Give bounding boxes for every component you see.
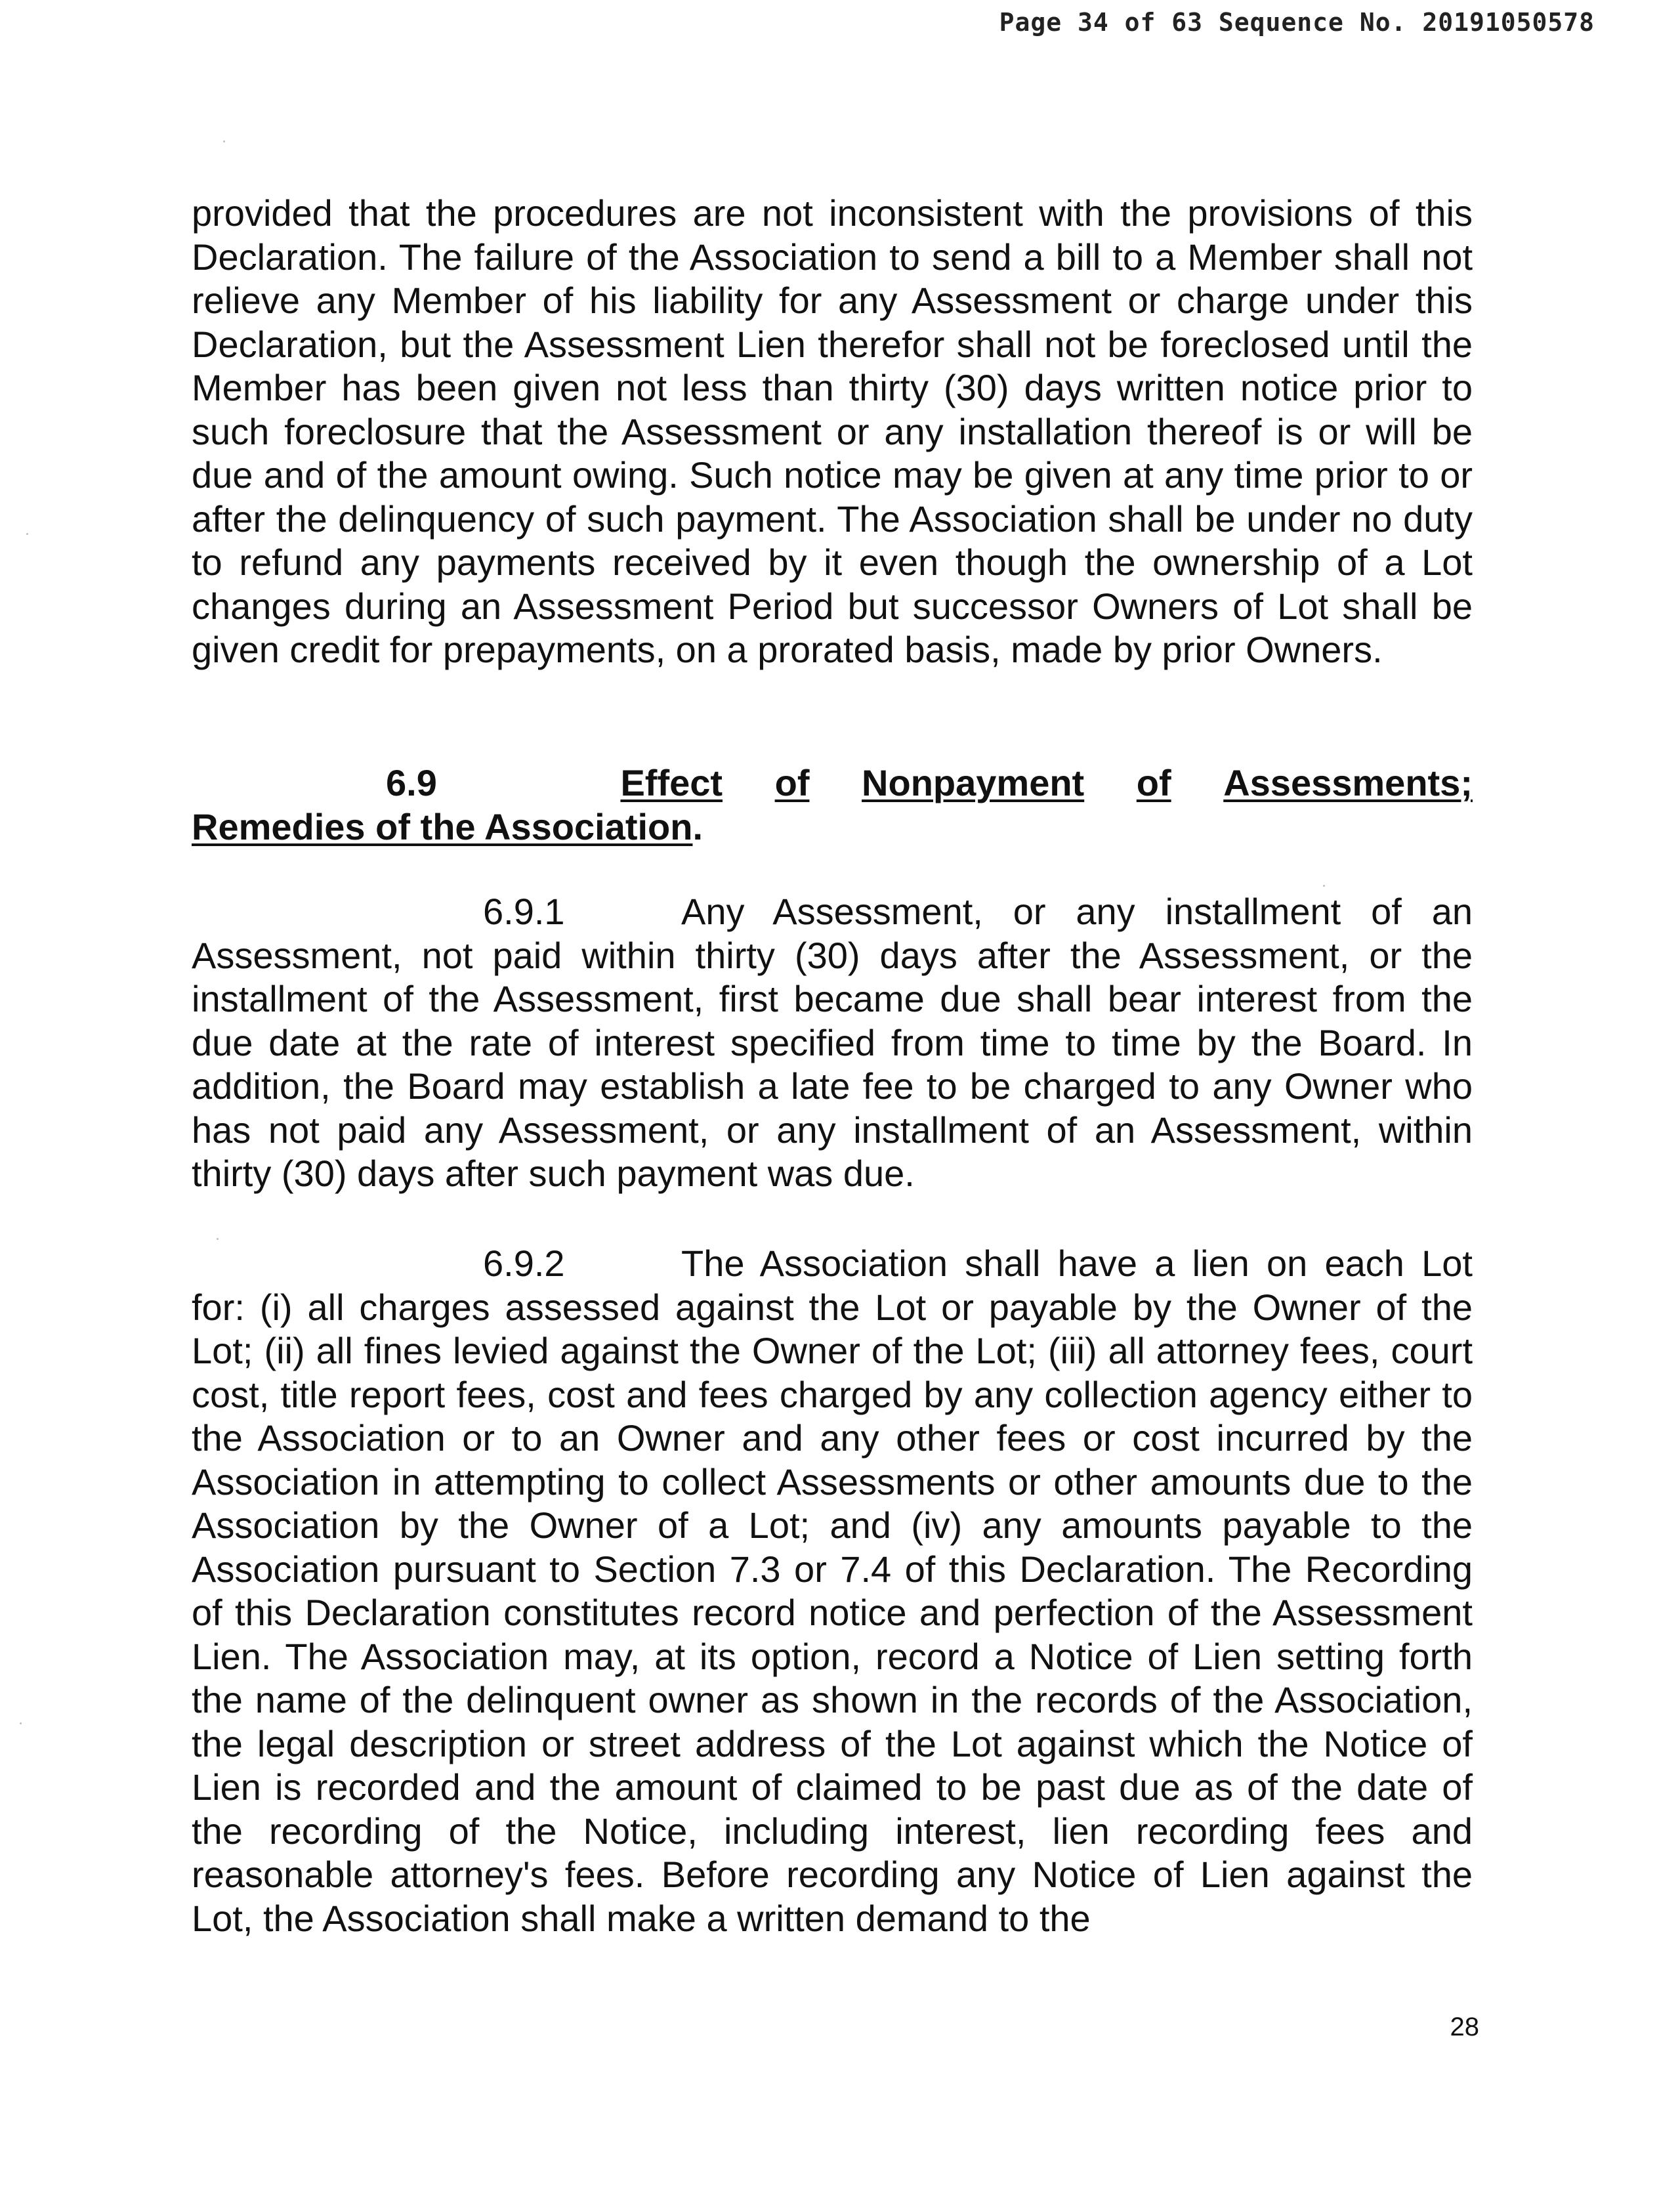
- page-number: 28: [1450, 2013, 1479, 2041]
- scan-speck: [1323, 885, 1325, 887]
- subsection-number-indent: [192, 1242, 681, 1286]
- section-title-word: of: [1136, 762, 1171, 803]
- scan-speck: [223, 140, 225, 142]
- subsection-6-9-1: [192, 890, 1473, 1196]
- subsection-number: 6.9.2: [483, 1243, 565, 1284]
- scan-speck: [26, 533, 28, 535]
- section-heading-line2: [192, 805, 1473, 849]
- section-title-word: Nonpayment: [862, 762, 1085, 803]
- section-title-word: of: [774, 762, 810, 803]
- section-title-word: Assessments;: [1223, 762, 1473, 803]
- subsection-text: Any Assessment, or any installment of an Assessment, not paid within thirty (30) days after the Assessment, or the installment of the Assessment, first became due shall bear interest from the due date at the rate of interest specified from time to time by the Board. In addition, the Board may establish a late fee to be charged to any Owner who has not paid any Assessment, or any installment of an Assessment, within thirty (30) days after such payment was due.: [192, 891, 1473, 1194]
- section-heading-line1: [192, 761, 1473, 805]
- scan-speck: [217, 1238, 219, 1240]
- section-title-line2: Remedies of the Association: [192, 805, 693, 847]
- scan-speck: [20, 1722, 22, 1724]
- subsection-text: The Association shall have a lien on each Lot for: (i) all charges assessed against the Lot or payable by the Owner of the Lot; (ii) all fines levied against the Owner of the Lot; (iii) all attorney fees, court cost, title report fees, cost and fees charged by any collection agency either to the Association or to an Owner and any other fees or cost incurred by the Association in attempting to collect Assessments or other amounts due to the Association by the Owner of a Lot; and (iv) any amounts payable to the Association pursuant to Section 7.3 or 7.4 of this Declaration. The Recording of this Declaration constitutes record notice and perfection of the Assessment Lien. The Association may, at its option, record a Notice of Lien setting forth the name of the delinquent owner as shown in the records of the Association, the legal description or street address of the Lot against which the Notice of Lien is recorded and the amount of claimed to be past due as of the date of the recording of the Notice, including interest, lien recording fees and reasonable attorney's fees. Before recording any Notice of Lien against the Lot, the Association shall make a written demand to the: [192, 1243, 1473, 1939]
- section-heading: [192, 761, 1473, 849]
- page-header: Page 34 of 63 Sequence No. 20191050578: [999, 8, 1595, 37]
- subsection-number: 6.9.1: [483, 891, 565, 932]
- paragraph-continuation: provided that the procedures are not inconsistent with the provisions of this Declaration. The failure of the Association to send a bill to a Member shall not relieve any Member of his liability for any Assessment or charge under this Declaration, but the Assessment Lien therefor shall not be foreclosed until the Member has been given not less than thirty (30) days written notice prior to such foreclosure that the Assessment or any installation thereof is or will be due and of the amount owing. Such notice may be given at any time prior to or after the delinquency of such payment. The Association shall be under no duty to refund any payments received by it even though the ownership of a Lot changes during an Assessment Period but successor Owners of Lot shall be given credit for prepayments, on a prorated basis, made by prior Owners.: [192, 192, 1473, 670]
- section-title-word: Effect: [620, 762, 723, 803]
- section-title-period: .: [692, 805, 703, 847]
- subsection-6-9-2: [192, 1242, 1473, 1940]
- subsection-number-indent: [192, 890, 681, 934]
- section-number: 6.9: [386, 762, 437, 803]
